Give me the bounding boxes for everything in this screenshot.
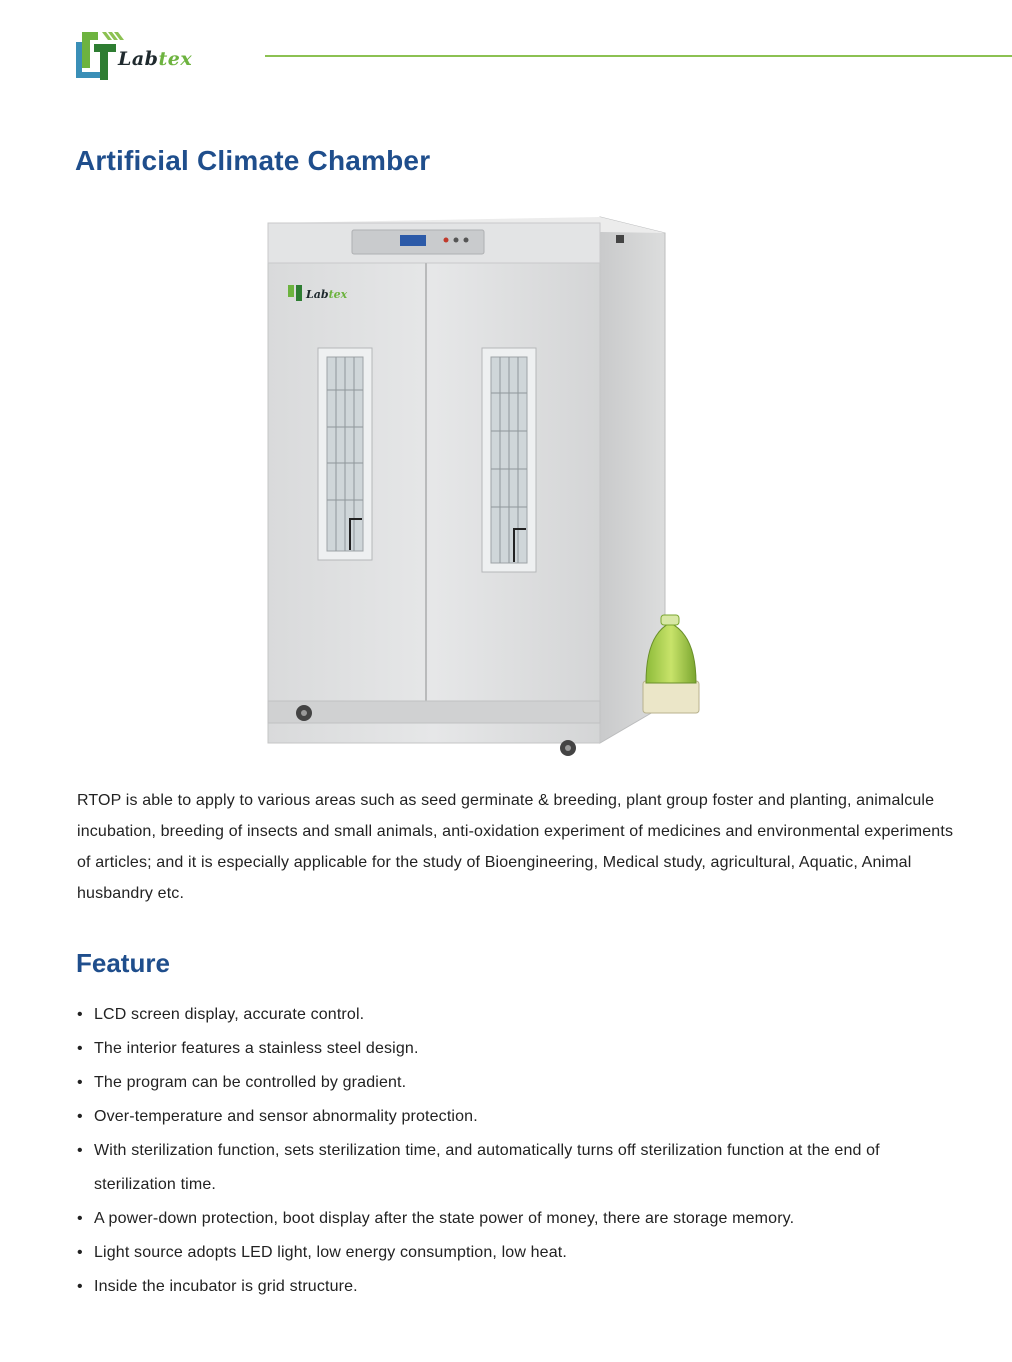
header-divider	[265, 55, 1012, 57]
climate-chamber-icon	[250, 205, 720, 765]
list-item	[77, 1066, 937, 1100]
bullet-icon: •	[77, 1108, 83, 1125]
list-item	[77, 1236, 937, 1270]
feature-section-title: Feature	[76, 948, 170, 978]
feature-text: With sterilization function, sets sterilization time, and automatically turns off sterilization function at the end of sterilization time.	[94, 1142, 880, 1193]
feature-text: LCD screen display, accurate control.	[94, 1006, 365, 1023]
product-description: RTOP is able to apply to various areas such as seed germinate & breeding, plant group foster and planting, animalcule incubation, breeding of insects and small animals, anti-oxidation experiment of medicines and environmental experiments of articles; and it is especially applicable for the study of Bioengineering, Medical study, agricultural, Aquatic, Animal husbandry etc.	[77, 792, 954, 902]
page-title: Artificial Climate Chamber	[75, 145, 431, 176]
list-item	[77, 1202, 937, 1236]
feature-list	[77, 998, 937, 1304]
feature-text: The interior features a stainless steel design.	[94, 1040, 419, 1057]
feature-text: Light source adopts LED light, low energy consumption, low heat.	[94, 1244, 567, 1261]
logo-word-lab: Lab	[118, 48, 159, 70]
bullet-icon: •	[77, 1278, 83, 1295]
bullet-icon: •	[77, 1006, 83, 1023]
list-item	[77, 1032, 937, 1066]
feature-text: The program can be controlled by gradient.	[94, 1074, 407, 1091]
feature-text: Over-temperature and sensor abnormality protection.	[94, 1108, 478, 1125]
bullet-icon: •	[77, 1040, 83, 1057]
labtex-logo	[72, 28, 222, 84]
bullet-icon: •	[77, 1244, 83, 1261]
climate-chamber-illustration	[250, 205, 720, 765]
list-item	[77, 998, 937, 1032]
logo-wordmark	[118, 48, 192, 70]
feature-text: Inside the incubator is grid structure.	[94, 1278, 358, 1295]
list-item	[77, 1100, 937, 1134]
list-item	[77, 1134, 937, 1202]
bullet-icon: •	[77, 1210, 83, 1227]
bullet-icon: •	[77, 1142, 83, 1159]
bullet-icon: •	[77, 1074, 83, 1091]
door-brand-label: Labtex	[306, 288, 348, 301]
feature-text: A power-down protection, boot display after the state power of money, there are storage memory.	[94, 1210, 795, 1227]
logo-word-tex: tex	[158, 48, 193, 70]
list-item	[77, 1270, 937, 1304]
